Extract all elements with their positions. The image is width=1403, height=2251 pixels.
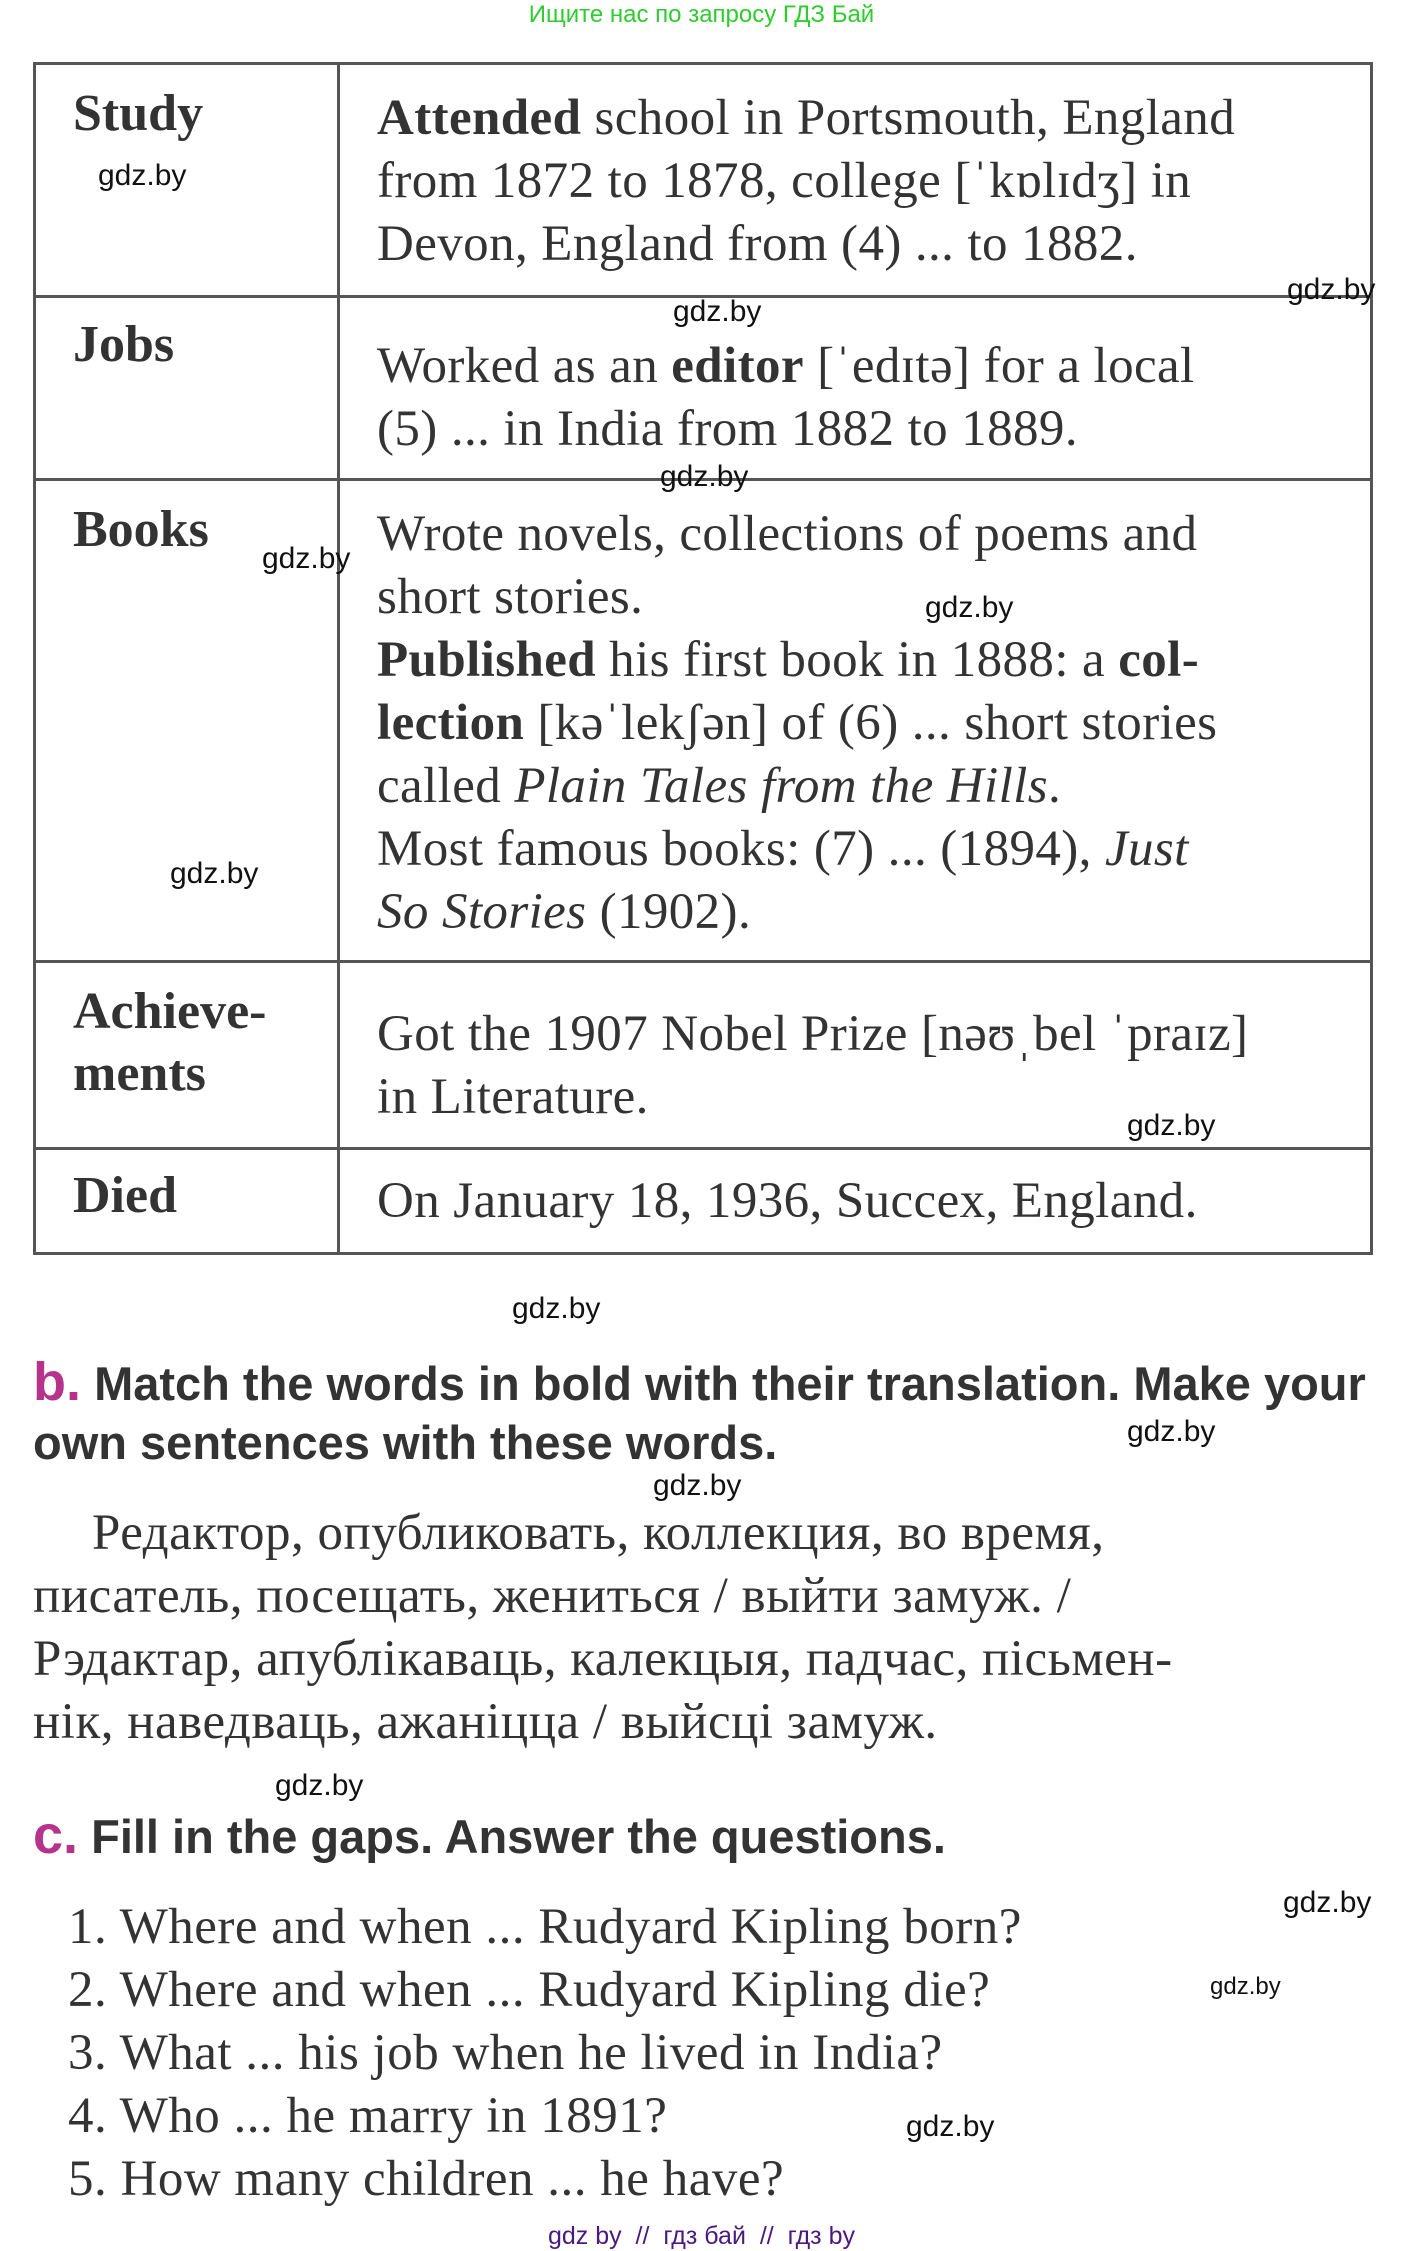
question-item: 4. Who ... he marry in 1891? bbox=[68, 2088, 668, 2144]
text-segment: (5) ... in India from 1882 to 1889. bbox=[377, 401, 1078, 457]
row-label-text: Died bbox=[73, 1167, 177, 1224]
text-segment: Worked as an bbox=[377, 338, 672, 394]
watermark: gdz.by bbox=[262, 542, 351, 575]
text-segment: from 1872 to 1878, college [ˈkɒlɪdʒ] in bbox=[377, 153, 1192, 209]
text-segment: (1902). bbox=[586, 884, 752, 940]
row-label-text: ments bbox=[73, 1045, 206, 1102]
content-line bbox=[377, 692, 1217, 755]
translation-line: нік, наведваць, ажаніцца / выйсці замуж. bbox=[33, 1694, 938, 1750]
content-line bbox=[377, 1003, 1248, 1066]
text-segment: school in Portsmouth, England bbox=[581, 90, 1236, 146]
row-content bbox=[339, 64, 1372, 297]
row-label-text: Books bbox=[73, 501, 209, 558]
watermark: gdz.by bbox=[673, 295, 762, 328]
bold-word: Attended bbox=[377, 90, 582, 146]
translation-paragraph bbox=[33, 1502, 1378, 1754]
translation-line: Редактор, опубликовать, коллекция, во время, bbox=[92, 1505, 1105, 1561]
section-b-letter: b. bbox=[33, 1352, 81, 1412]
row-label-text: Achieve- bbox=[73, 983, 267, 1040]
translation-line: Рэдактар, апублікаваць, калекцыя, падчас, пісьмен- bbox=[33, 1631, 1173, 1687]
content-line bbox=[377, 213, 1138, 276]
row-label bbox=[35, 297, 339, 480]
text-segment: . bbox=[1048, 758, 1062, 814]
search-banner[interactable]: Ищите нас по запросу ГДЗ Бай bbox=[528, 1, 875, 28]
italic-title: Just bbox=[1104, 821, 1189, 877]
watermark: gdz.by bbox=[653, 1469, 742, 1502]
content-line bbox=[377, 398, 1078, 461]
text-segment: [ˈedɪtə] for a local bbox=[803, 338, 1195, 394]
content-line bbox=[377, 87, 1235, 150]
italic-title: So Stories bbox=[377, 884, 587, 940]
watermark: gdz.by bbox=[1127, 1415, 1216, 1448]
bold-word: editor bbox=[671, 338, 804, 394]
watermark: gdz.by bbox=[170, 857, 259, 890]
section-c-title: Fill in the gaps. Answer the questions. bbox=[91, 1810, 946, 1863]
text-segment: short stories. bbox=[377, 569, 644, 625]
text-segment: Got the 1907 Nobel Prize [nəʊˌbel ˈpraɪz] bbox=[377, 1006, 1249, 1062]
content-line bbox=[377, 629, 1199, 692]
table-row bbox=[35, 1149, 1372, 1254]
section-c-letter: c. bbox=[33, 1805, 79, 1865]
translation-line: писатель, посещать, жениться / выйти замуж. / bbox=[33, 1568, 1072, 1624]
content-line bbox=[377, 1170, 1198, 1233]
content-line bbox=[377, 335, 1195, 398]
watermark: gdz.by bbox=[906, 2110, 995, 2143]
text-segment: Wrote novels, collections of poems and bbox=[377, 506, 1198, 562]
bold-word: Published bbox=[377, 632, 597, 688]
question-item: 5. How many children ... he have? bbox=[68, 2151, 785, 2207]
text-segment: On January 18, 1936, Succex, England. bbox=[377, 1173, 1198, 1229]
section-b-title: Match the words in bold with their translation. Make your own sentences with these words. bbox=[33, 1357, 1366, 1469]
row-content bbox=[339, 480, 1372, 962]
watermark: gdz.by bbox=[1287, 273, 1376, 306]
table-row bbox=[35, 64, 1372, 297]
watermark: gdz.by bbox=[1283, 1886, 1372, 1919]
content-line bbox=[377, 1066, 649, 1129]
biography-table bbox=[33, 62, 1376, 1255]
row-label bbox=[35, 962, 339, 1149]
row-label bbox=[35, 64, 339, 297]
question-item: 3. What ... his job when he lived in India? bbox=[68, 2025, 943, 2081]
watermark: gdz.by bbox=[660, 460, 749, 493]
section-b-heading bbox=[33, 1353, 1383, 1472]
watermark: gdz.by bbox=[512, 1292, 601, 1325]
content-line bbox=[377, 818, 1189, 881]
content-line bbox=[377, 566, 643, 629]
text-segment: [kəˈlekʃən] of (6) ... short stories bbox=[524, 695, 1218, 751]
row-label-text: Study bbox=[73, 85, 204, 142]
watermark: gdz.by bbox=[1210, 1973, 1281, 2000]
text-segment: called bbox=[377, 758, 515, 814]
question-item: 1. Where and when ... Rudyard Kipling born? bbox=[68, 1899, 1022, 1955]
row-label-text: Jobs bbox=[73, 316, 175, 373]
content-line bbox=[377, 755, 1061, 818]
text-segment: his first book in 1888: a bbox=[596, 632, 1119, 688]
row-content bbox=[339, 1149, 1372, 1254]
watermark: gdz.by bbox=[925, 591, 1014, 624]
text-segment: Most famous books: (7) ... (1894), bbox=[377, 821, 1105, 877]
questions-list bbox=[68, 1896, 1022, 2211]
bold-word: col- bbox=[1118, 632, 1200, 688]
watermark: gdz.by bbox=[275, 1769, 364, 1802]
bold-word: lection bbox=[377, 695, 525, 751]
italic-title: Plain Tales from the Hills bbox=[514, 758, 1048, 814]
watermark: gdz.by bbox=[98, 159, 187, 192]
content-line bbox=[377, 881, 751, 944]
content-line bbox=[377, 503, 1197, 566]
text-segment: in Literature. bbox=[377, 1069, 649, 1125]
row-content bbox=[339, 297, 1372, 480]
content-line bbox=[377, 150, 1191, 213]
watermark: gdz.by bbox=[1127, 1109, 1216, 1142]
text-segment: Devon, England from (4) ... to 1882. bbox=[377, 216, 1138, 272]
footer-links[interactable]: gdz by // гдз бай // гдз by bbox=[547, 2222, 855, 2250]
section-c-heading bbox=[33, 1806, 1383, 1866]
question-item: 2. Where and when ... Rudyard Kipling die? bbox=[68, 1962, 991, 2018]
row-label bbox=[35, 1149, 339, 1254]
row-content bbox=[339, 962, 1372, 1149]
